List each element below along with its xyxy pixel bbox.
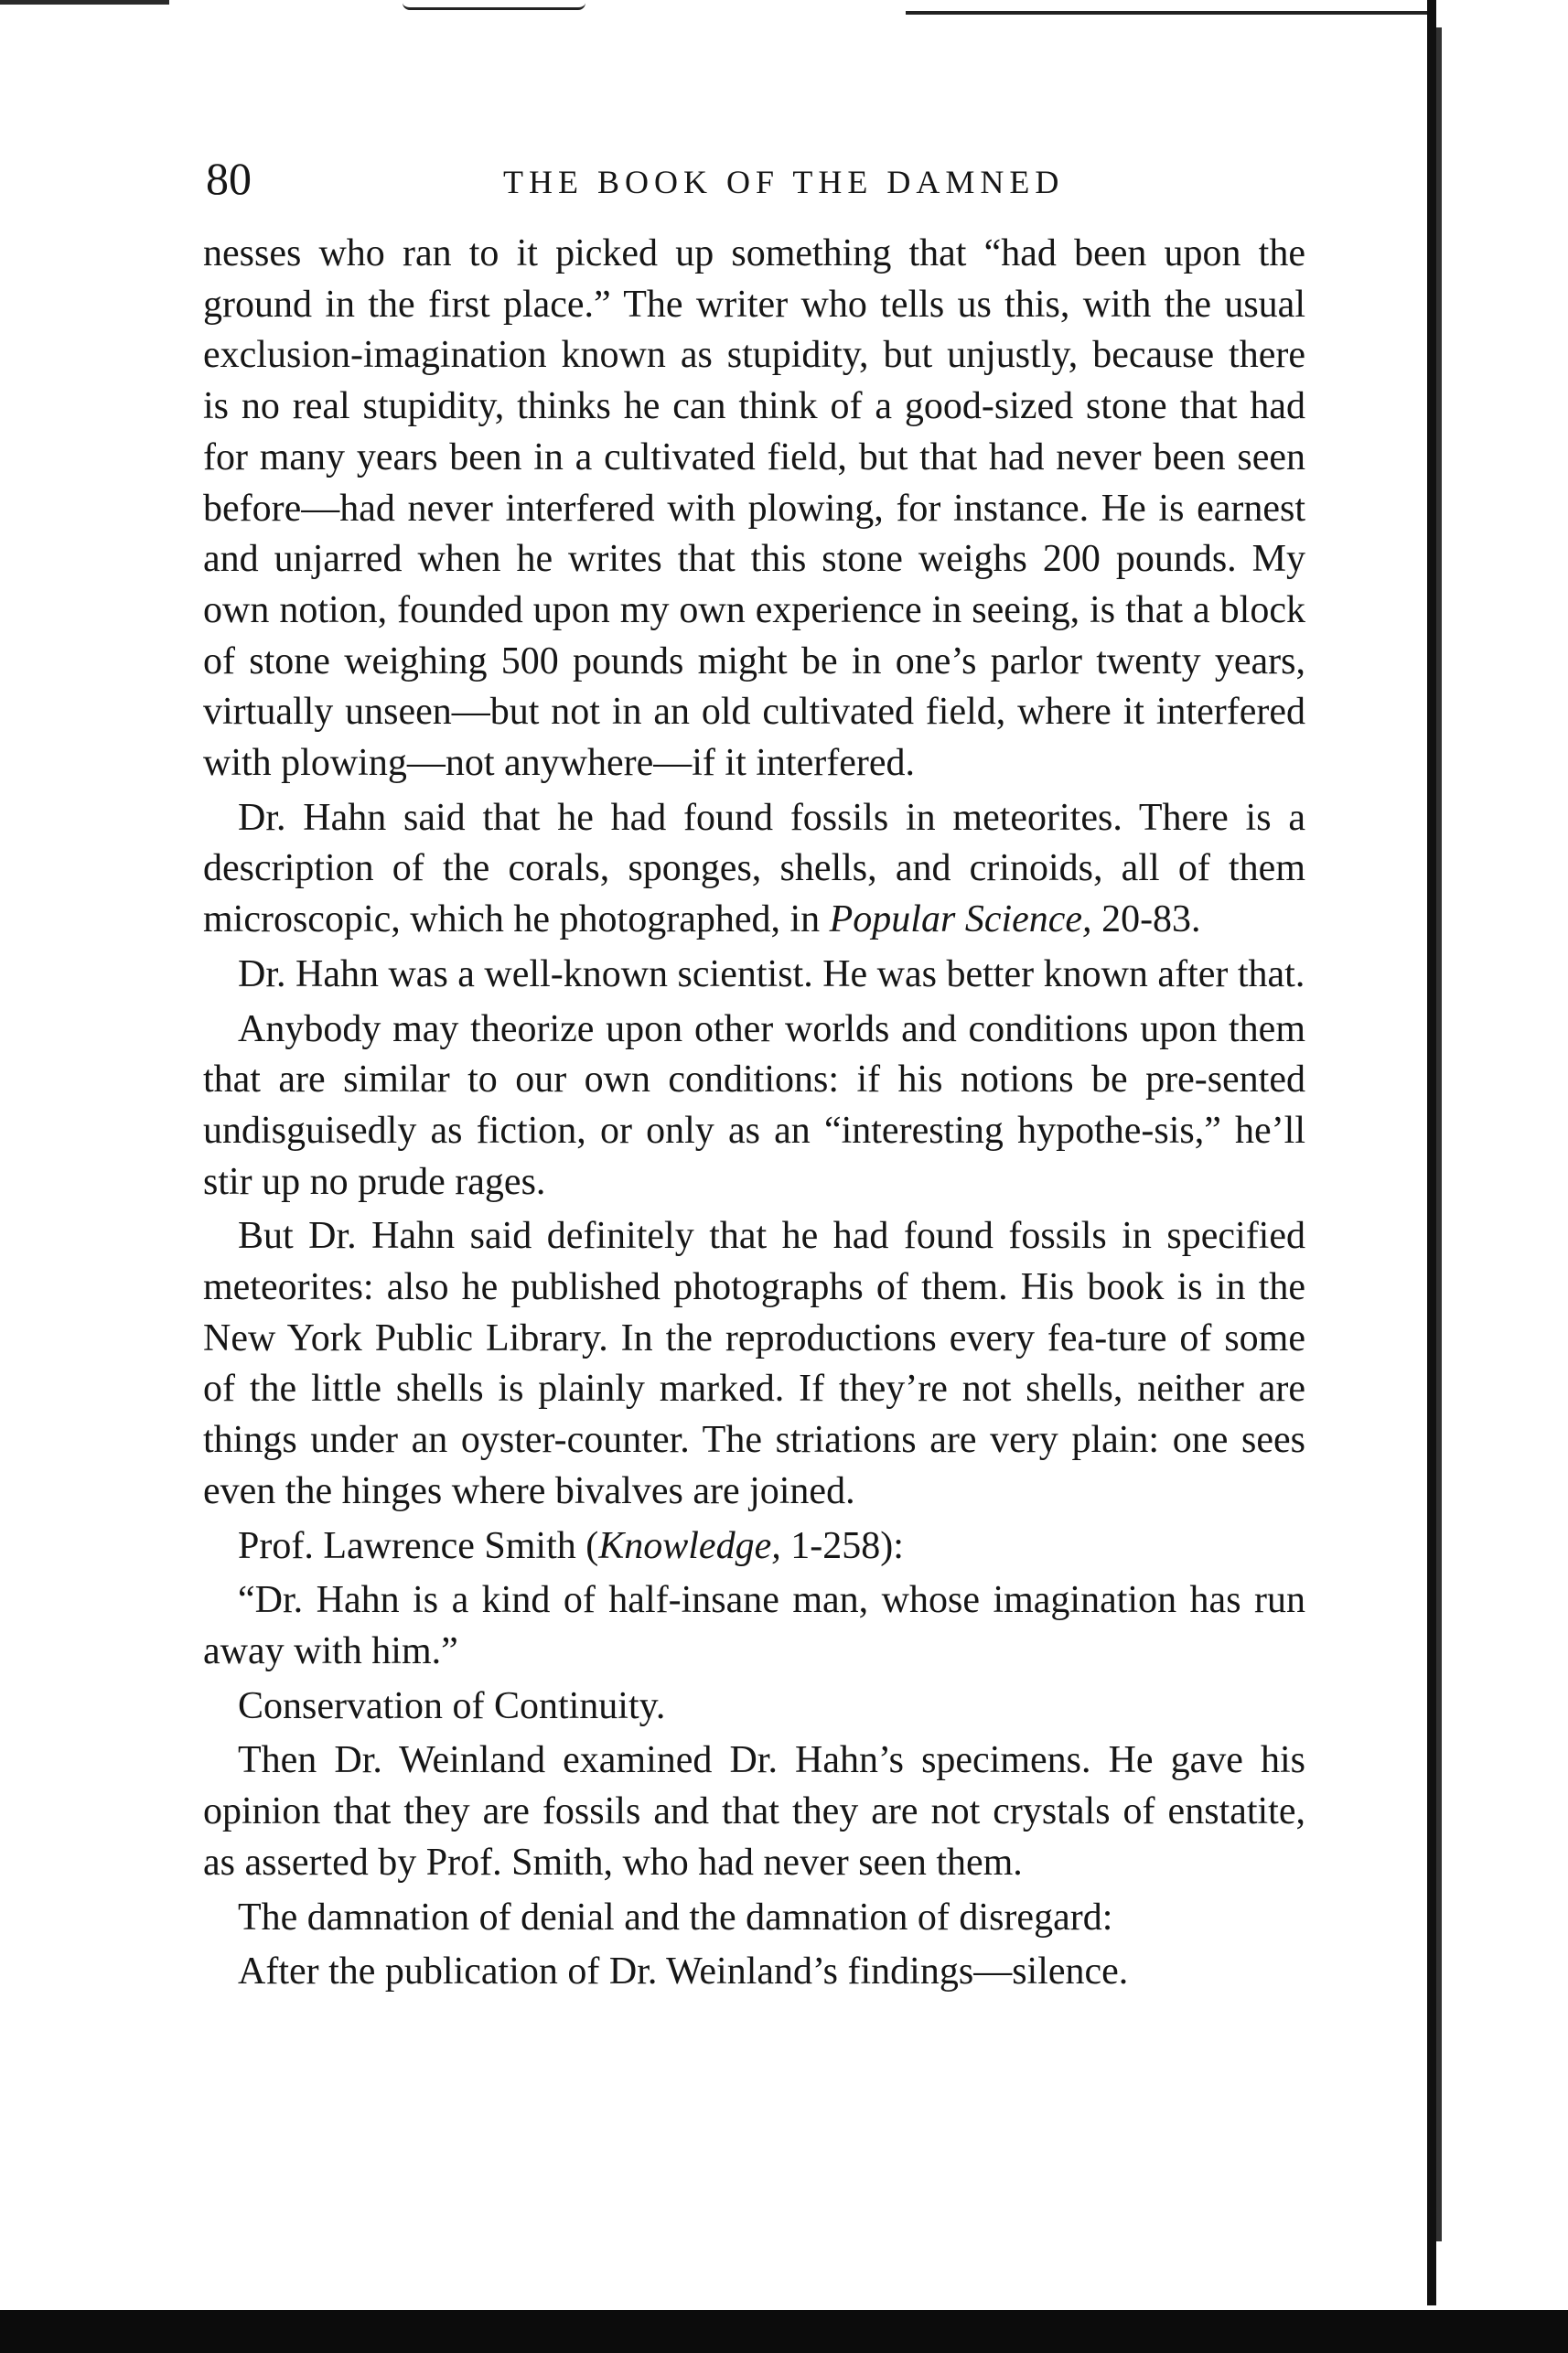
page-header <box>206 151 1305 206</box>
page-body <box>203 229 1305 1998</box>
paragraph-text: Prof. Lawrence Smith ( <box>238 1524 599 1567</box>
paragraph: Conservation of Continuity. <box>238 1684 666 1727</box>
paragraph: After the publication of Dr. Weinland’s findings—silence. <box>238 1950 1129 1993</box>
quotation: “Dr. Hahn is a kind of half-insane man, whose imagination has run away with him.” <box>203 1579 1305 1672</box>
page-number: 80 <box>206 153 252 204</box>
scan-edge-top-right <box>906 11 1427 15</box>
scan-edge-right <box>1427 0 1436 2305</box>
running-title: THE BOOK OF THE DAMNED <box>503 164 1065 200</box>
paragraph: Anybody may theorize upon other worlds and conditions upon them that are similar to our own conditions: if his notions be pre-sented undisguisedly as fiction, or only as an “interesting hypothe-sis,” he’ll stir up no prude rages. <box>203 1007 1305 1203</box>
paragraph <box>203 793 1305 946</box>
scan-edge-top-mark <box>403 0 585 10</box>
paragraph: nesses who ran to it picked up something that “had been upon the ground in the first place.” The writer who tells us this, with the usual exclusion-imagination known as stupidity, but unjustly, because there is no real stupidity, thinks he can think of a good-sized stone that had for many years been in a cultivated field, but that had never been seen before—had never interfered with plowing, for instance. He is earnest and unjarred when he writes that this stone weighs 200 pounds. My own notion, founded upon my own experience in seeing, is that a block of stone weighing 500 pounds might be in one’s parlor twenty years, virtually unseen—but not in an old cultivated field, where it interfered with plowing—not anywhere—if it interfered. <box>203 232 1305 785</box>
scan-edge-bottom <box>0 2310 1568 2353</box>
citation-source: Popular Science, <box>829 898 1092 941</box>
paragraph: The damnation of denial and the damnation of disregard: <box>238 1896 1113 1939</box>
scan-edge-top-left <box>0 0 169 13</box>
paragraph <box>203 1521 1305 1573</box>
paragraph-text: 20-83. <box>1091 898 1201 941</box>
paragraph: Dr. Hahn was a well-known scientist. He was better known after that. <box>238 952 1305 995</box>
paragraph-text: 1-258): <box>780 1524 904 1567</box>
citation-source: Knowledge, <box>598 1524 781 1567</box>
paragraph: Then Dr. Weinland examined Dr. Hahn’s specimens. He gave his opinion that they are fossils and that they are not crystals of enstatite, as asserted by Prof. Smith, who had never seen them. <box>203 1739 1305 1884</box>
paragraph-text: Dr. Hahn said that he had found fossils in meteorites. There is a description of the corals, sponges, shells, and crinoids, all of them microscopic, which he photographed, in <box>203 796 1305 941</box>
paragraph: But Dr. Hahn said definitely that he had found fossils in specified meteorites: also he published photographs of them. His book is in the New York Public Library. In the reproductions every fea-ture of some of the little shells is plainly marked. If they’re not shells, neither are things under an oyster-counter. The striations are very plain: one sees even the hinges where bivalves are joined. <box>203 1215 1305 1512</box>
